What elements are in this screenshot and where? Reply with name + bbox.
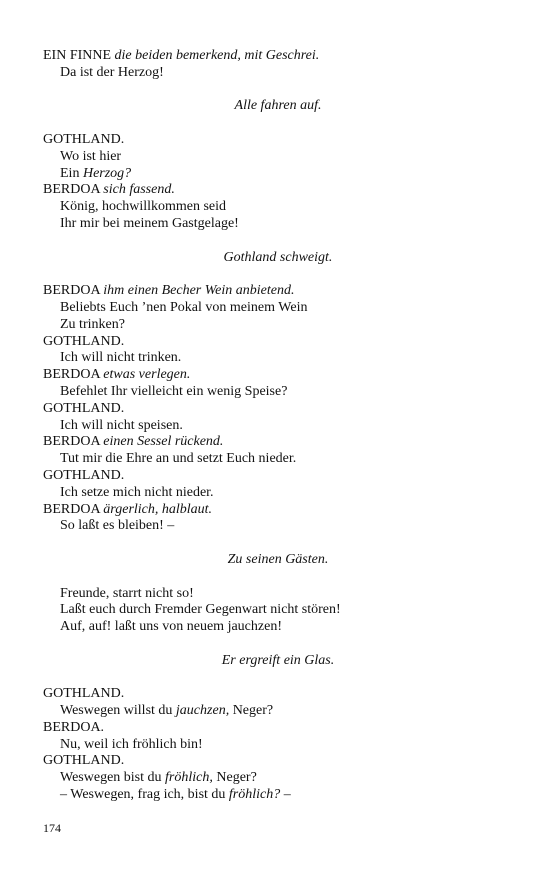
- speaker-line: [43, 367, 513, 384]
- speaker-direction: ärgerlich, halblaut.: [103, 501, 213, 517]
- verse-line: [43, 602, 513, 619]
- verse-text: Neger?: [212, 770, 257, 786]
- speaker-line: [43, 132, 513, 149]
- spacer: [43, 115, 513, 132]
- verse-line: [43, 737, 513, 754]
- spacer: [43, 535, 513, 552]
- stage-direction: Alle fahren auf.: [234, 98, 322, 114]
- verse-line: [43, 418, 513, 435]
- verse-text: Da ist der Herzog!: [60, 64, 164, 80]
- verse-text: Neger?: [229, 703, 274, 719]
- stage-direction: Zu seinen Gästen.: [227, 551, 329, 567]
- verse-text: – Weswegen, frag ich, bist du: [60, 787, 229, 803]
- drama-text: [43, 48, 513, 804]
- speaker-name: EIN FINNE: [43, 48, 112, 63]
- stage-direction: Er ergreift ein Glas.: [221, 652, 335, 668]
- verse-text: Weswegen willst du: [60, 703, 176, 719]
- verse-text: So laßt es bleiben! –: [60, 518, 175, 534]
- speaker-name: BERDOA: [43, 182, 100, 198]
- verse-line: [43, 586, 513, 603]
- verse-text: Laßt euch durch Fremder Gegenwart nicht stören!: [60, 602, 341, 618]
- verse-line: [43, 317, 513, 334]
- speaker-line: [43, 434, 513, 451]
- verse-text: Wo ist hier: [60, 148, 122, 164]
- spacer: [43, 669, 513, 686]
- verse-line: [43, 770, 513, 787]
- speaker-name: BERDOA.: [43, 719, 105, 735]
- verse-line: [43, 300, 513, 317]
- speaker-direction: die beiden bemerkend, mit Geschrei.: [114, 48, 320, 63]
- speaker-name: BERDOA: [43, 283, 100, 299]
- verse-emphasis: jauchzen,: [175, 703, 230, 719]
- verse-text: Beliebts Euch ’nen Pokal von meinem Wein: [60, 299, 308, 315]
- verse-line: [43, 199, 513, 216]
- spacer: [43, 636, 513, 653]
- verse-emphasis: fröhlich?: [228, 787, 281, 803]
- speaker-line: [43, 468, 513, 485]
- speaker-name: GOTHLAND.: [43, 467, 125, 483]
- page-number: 174: [43, 821, 61, 835]
- speaker-line: [43, 686, 513, 703]
- speaker-line: [43, 753, 513, 770]
- verse-text: König, hochwillkommen seid: [60, 199, 227, 215]
- verse-text: Nu, weil ich fröhlich bin!: [60, 736, 203, 752]
- speaker-line: [43, 720, 513, 737]
- speaker-name: GOTHLAND.: [43, 753, 125, 769]
- verse-text: Ihr mir bei meinem Gastgelage!: [60, 215, 239, 231]
- verse-line: [43, 518, 513, 535]
- speaker-line: [43, 182, 513, 199]
- verse-text: Weswegen bist du: [60, 770, 166, 786]
- verse-line: [43, 350, 513, 367]
- speaker-line: [43, 283, 513, 300]
- verse-text: –: [280, 787, 291, 803]
- speaker-name: GOTHLAND.: [43, 400, 125, 416]
- spacer: [43, 233, 513, 250]
- speaker-name: BERDOA: [43, 367, 100, 383]
- verse-line: [43, 619, 513, 636]
- verse-line: [43, 149, 513, 166]
- speaker-direction: einen Sessel rückend.: [103, 434, 224, 450]
- verse-text: Ich will nicht trinken.: [60, 350, 182, 366]
- verse-text: Ich setze mich nicht nieder.: [60, 484, 214, 500]
- speaker-line: [43, 502, 513, 519]
- verse-line: [43, 787, 513, 804]
- verse-line: [43, 485, 513, 502]
- verse-text: Ein: [60, 165, 83, 181]
- speaker-name: BERDOA: [43, 501, 100, 517]
- stage-direction: Gothland schweigt.: [223, 249, 333, 265]
- speaker-direction: etwas verlegen.: [103, 367, 191, 383]
- verse-text: Tut mir die Ehre an und setzt Euch nieder.: [60, 451, 297, 467]
- speaker-name: GOTHLAND.: [43, 333, 125, 349]
- verse-emphasis: Herzog?: [82, 165, 132, 181]
- speaker-name: GOTHLAND.: [43, 686, 125, 702]
- verse-emphasis: fröhlich,: [165, 770, 213, 786]
- spacer: [43, 82, 513, 99]
- verse-line: [43, 384, 513, 401]
- verse-text: Befehlet Ihr vielleicht ein wenig Speise?: [60, 383, 288, 399]
- verse-text: Ich will nicht speisen.: [60, 417, 183, 433]
- spacer: [43, 569, 513, 586]
- verse-line: [43, 451, 513, 468]
- verse-text: Auf, auf! laßt uns von neuem jauchzen!: [60, 619, 282, 635]
- speaker-direction: ihm einen Becher Wein anbietend.: [103, 283, 295, 299]
- verse-line: [43, 703, 513, 720]
- spacer: [43, 266, 513, 283]
- verse-text: Zu trinken?: [60, 316, 125, 332]
- speaker-line: [43, 48, 513, 65]
- verse-text: Freunde, starrt nicht so!: [60, 585, 194, 601]
- speaker-line: [43, 401, 513, 418]
- speaker-name: BERDOA: [43, 434, 100, 450]
- verse-line: [43, 166, 513, 183]
- speaker-name: GOTHLAND.: [43, 131, 125, 147]
- speaker-direction: sich fassend.: [103, 182, 175, 198]
- verse-line: [43, 65, 513, 82]
- speaker-line: [43, 334, 513, 351]
- verse-line: [43, 216, 513, 233]
